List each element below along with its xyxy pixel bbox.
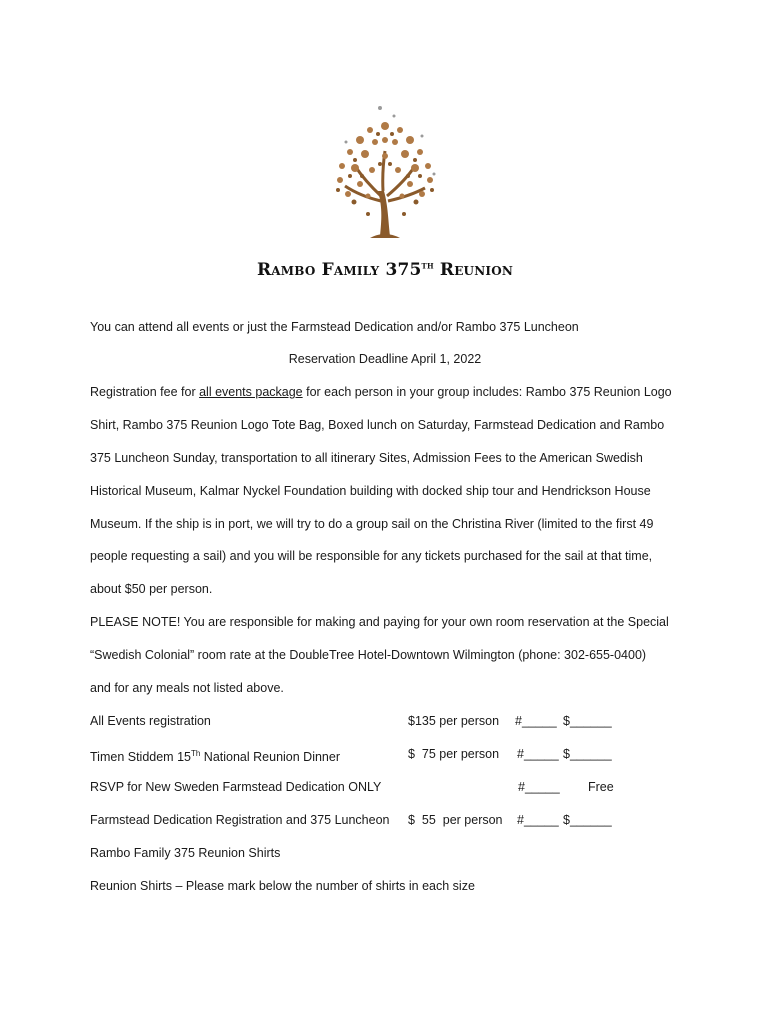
count-field[interactable]: #_____ <box>515 714 557 728</box>
fee-line: Museum. If the ship is in port, we will try to do a group sail on the Christina River (limited to the first 49 <box>90 517 654 531</box>
amount-free: Free <box>588 780 614 794</box>
note-line: and for any meals not listed above. <box>90 681 284 695</box>
all-events-package-text: all events package <box>199 385 303 399</box>
fee-line: Shirt, Rambo 375 Reunion Logo Tote Bag, Boxed lunch on Saturday, Farmstead Dedication and Rambo <box>90 418 665 432</box>
fee-line: Historical Museum, Kalmar Nyckel Foundation building with docked ship tour and Hendrickson House <box>90 484 651 498</box>
count-field[interactable]: #_____ <box>517 813 559 827</box>
page-title: Rambo Family 375th Reunion <box>256 260 514 280</box>
count-field[interactable]: #_____ <box>517 747 559 761</box>
amount-field[interactable]: $______ <box>563 747 612 761</box>
fee-line: 375 Luncheon Sunday, transportation to all itinerary Sites, Admission Fees to the American Swedish <box>90 451 643 465</box>
amount-field[interactable]: $______ <box>563 714 612 728</box>
note-line: PLEASE NOTE! You are responsible for making and paying for your own room reservation at the Special <box>90 615 669 629</box>
count-field[interactable]: #_____ <box>518 780 560 794</box>
reservation-deadline: Reservation Deadline April 1, 2022 <box>288 352 482 366</box>
fee-line: about $50 per person. <box>90 582 213 596</box>
tree-of-life-icon <box>310 96 460 246</box>
shirts-instruction: Reunion Shirts – Please mark below the number of shirts in each size <box>90 879 475 893</box>
shirts-heading: Rambo Family 375 Reunion Shirts <box>90 846 281 860</box>
note-line: “Swedish Colonial” room rate at the DoubleTree Hotel-Downtown Wilmington (phone: 302-655-0400) <box>90 648 647 662</box>
intro-text: You can attend all events or just the Farmstead Dedication and/or Rambo 375 Luncheon <box>90 320 579 334</box>
fee-line: people requesting a sail) and you will be responsible for any tickets purchased for the sail at that time, <box>90 549 653 563</box>
fee-line-1: Registration fee for all events package for each person in your group includes: Rambo 375 Reunion Logo <box>90 385 672 399</box>
document-page: Rambo Family 375th Reunion You can attend all events or just the Farmstead Dedication and/or Rambo 375 Luncheon Reservation Deadline April 1, 2022 Registration fee for all events package for each person in your group includes: Rambo 375 Reunion Logo Shirt, Rambo 375 Reunion Logo Tote Bag, Boxed lunch on Saturday, Farmstead Dedication and Rambo 375 Luncheon Sunday, transportation to all itinerary Sites, Admission Fees to the American Swedish Historical Museum, Kalmar Nyckel Foundation building with docked ship tour and Hendrickson House Museum. If the ship is in port, we will try to do a group sail on the Christina River (limited to the first 49 people requesting a sail) and you will be responsible for any tickets purchased for the sail at that time, about $50 per person. PLEASE NOTE! You are responsible for making and paying for your own room reservation at the Special “Swedish Colonial” room rate at the DoubleTree Hotel-Downtown Wilmington (phone: 302-655-0400) and for any meals not listed above. All Events registration $135 per person #_____ $______ Timen Stiddem 15Th National Reunion Dinner $ 75 per person #_____ $______ RSVP for New Sweden Farmstead Dedication ONLY #_____ Free Farmstead Dedication Registration and 375 Luncheon $ 55 per person #_____ $______ Rambo Family 375 Reunion Shirts Reunion Shirts – Please mark below the number of shirts in each size <box>0 0 770 1024</box>
amount-field[interactable]: $______ <box>563 813 612 827</box>
